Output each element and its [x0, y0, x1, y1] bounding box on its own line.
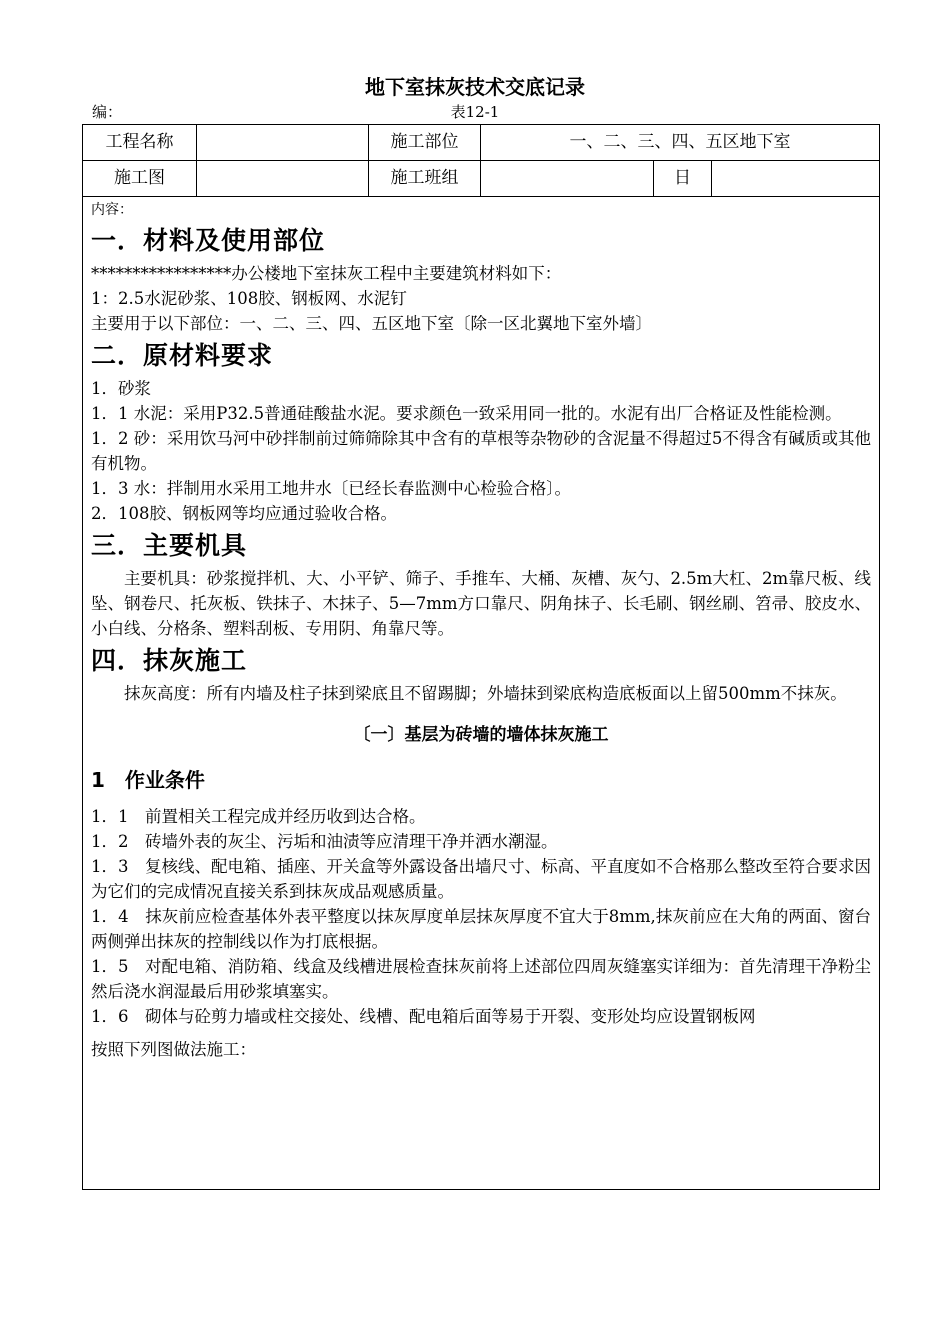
- content-body: [91, 199, 871, 1062]
- condition-item: 1．6 砌体与砼剪力墙或柱交接处、线槽、配电箱后面等易于开裂、变形处均应设置钢板网: [91, 1007, 756, 1026]
- section-2-p3: 1．2 砂：采用饮马河中砂拌制前过筛筛除其中含有的草根等杂物砂的含泥量不得超过5不得含有碱质或其他有机物。: [91, 429, 871, 473]
- col-divider: [196, 125, 197, 196]
- row-divider: [83, 160, 879, 161]
- work-conditions-heading: 1 作业条件: [91, 768, 205, 792]
- condition-item: 1．5 对配电箱、消防箱、线盒及线槽进展检查抹灰前将上述部位四周灰缝塞实详细为：首先清理干净粉尘然后浇水润湿最后用砂浆填塞实。: [91, 957, 871, 1001]
- record-table: [82, 124, 880, 1190]
- section-1-heading: 一．材料及使用部位: [91, 226, 326, 255]
- section-1-p2: 1：2.5水泥砂浆、108胶、钢板网、水泥钉: [91, 289, 407, 308]
- section-1-p1: *****************办公楼地下室抹灰工程中主要建筑材料如下：: [91, 264, 562, 283]
- document-title: 地下室抹灰技术交底记录: [365, 75, 585, 99]
- header-bottom-line: [83, 196, 879, 197]
- section-2-p4: 1．3 水：拌制用水采用工地井水〔已经长春监测中心检验合格〕。: [91, 479, 571, 498]
- section-4-heading: 四．抹灰施工: [91, 646, 248, 675]
- section-3-heading: 三．主要机具: [91, 531, 248, 560]
- condition-item: 1．2 砖墙外表的灰尘、污垢和油渍等应清理干净并洒水潮湿。: [91, 832, 558, 851]
- closing-line: 按照下列图做法施工：: [91, 1040, 256, 1059]
- section-2-p2: 1．1 水泥：采用P32.5普通硅酸盐水泥。要求颜色一致采用同一批的。水泥有出厂合格证及性能检测。: [91, 404, 842, 423]
- condition-item: 1．4 抹灰前应检查基体外表平整度以抹灰厚度单层抹灰厚度不宜大于8mm,抹灰前应在大角的两面、窗台两侧弹出抹灰的控制线以作为打底根据。: [91, 907, 871, 951]
- section-2-p1: 1．砂浆: [91, 379, 151, 398]
- header-grid: [83, 125, 879, 196]
- section-1-p3: 主要用于以下部位：一、二、三、四、五区地下室〔除一区北翼地下室外墙〕: [91, 314, 652, 333]
- col-divider: [711, 161, 712, 196]
- bian-label: 编：: [92, 103, 123, 121]
- condition-item: 1．1 前置相关工程完成并经历收到达合格。: [91, 807, 426, 826]
- date-label: 日: [674, 168, 691, 188]
- subsection-heading: 〔一〕基层为砖墙的墙体抹灰施工: [353, 725, 609, 745]
- project-name-label: 工程名称: [105, 132, 174, 152]
- content-label: 内容：: [91, 202, 133, 218]
- team-label: 施工班组: [390, 168, 459, 188]
- condition-item: 1．3 复核线、配电箱、插座、开关盒等外露设备出墙尺寸、标高、平直度如不合格那么整改至符合要求因为它们的完成情况直接关系到抹灰成品观感质量。: [91, 857, 871, 901]
- section-2-heading: 二．原材料要求: [91, 341, 274, 370]
- site-value: 一、二、三、四、五区地下室: [569, 132, 791, 152]
- section-2-p5: 2．108胶、钢板网等均应通过验收合格。: [91, 504, 397, 523]
- site-label: 施工部位: [390, 132, 459, 152]
- table-number: 表12-1: [450, 103, 500, 121]
- section-3-p1: 主要机具：砂浆搅拌机、大、小平铲、筛子、手推车、大桶、灰槽、灰勺、2.5m大杠、2m靠尺板、线坠、钢卷尺、托灰板、铁抹子、木抹子、5—7mm方口靠尺、阴角抹子、长毛刷、钢丝刷、笤帚、胶皮水、小白线、分格条、塑料刮板、专用阴、角靠尺等。: [91, 569, 871, 638]
- section-4-p1: 抹灰高度：所有内墙及柱子抹到梁底且不留踢脚；外墙抹到梁底构造底板面以上留500mm不抹灰。: [124, 684, 847, 703]
- drawing-label: 施工图: [114, 168, 165, 188]
